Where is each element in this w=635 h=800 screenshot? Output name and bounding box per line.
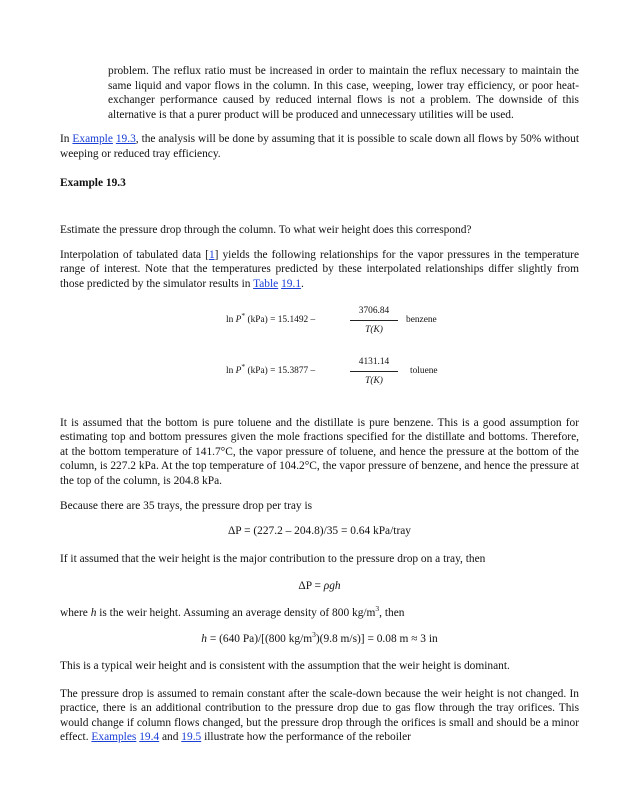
block-quote: problem. The reflux ratio must be increased in order to maintain the reflux necessary to maintain the same liquid and vapor flows in the column. In this case, weeping, lower tray efficiency, or poor heat-exchanger performance caused by reduced internal flows is not a problem. The downside of this alternative is that a purer product will be produced and unnecessary utilities will be used.	[108, 65, 579, 121]
question-paragraph: Estimate the pressure drop through the column. To what weir height does this correspond?	[60, 224, 472, 237]
superscript: *	[241, 361, 246, 371]
text-run: In	[60, 133, 73, 146]
text-run: ln	[226, 365, 236, 376]
benzene-fraction	[350, 304, 398, 338]
where-paragraph	[60, 606, 579, 621]
citation-link[interactable]: 1	[208, 248, 215, 261]
example-19-4-link[interactable]: 19.4	[139, 731, 160, 744]
example-number-link[interactable]: 19.3	[115, 133, 136, 146]
text-run: (kPa) = 15.1492 –	[245, 314, 316, 325]
example-heading: Example 19.3	[60, 176, 126, 189]
text-run: .	[301, 277, 304, 290]
text-run: , the analysis will be done by assuming that it is possible to scale down all flows by 50% without weeping or reduced tray efficiency.	[60, 133, 579, 160]
typical-paragraph: This is a typical weir height and is consistent with the assumption that the weir height is dominant.	[60, 660, 510, 673]
examples-link[interactable]: Examples	[91, 731, 137, 744]
pressure-variable: P	[235, 365, 242, 376]
example-ref-paragraph	[60, 132, 579, 161]
superscript: 3	[312, 630, 316, 640]
trays-paragraph: Because there are 35 trays, the pressure drop per tray is	[60, 499, 313, 512]
pressure-variable: P	[235, 314, 242, 325]
text-run: The pressure drop is assumed to remain constant after the scale-down because the weir height is not changed. In practice, there is an additional contribution to the pressure drop due to gas flow through the tray orifices. This would change if column flows changed, but the pressure drop through the orifices is small and should be a minor effect.	[60, 687, 579, 744]
text-run: )(9.8 m/s)] = 0.08 m ≈ 3 in	[315, 633, 438, 646]
table-number-link[interactable]: 19.1	[281, 277, 302, 290]
numerator: 4131.14	[350, 355, 398, 373]
text-run: (kPa) = 15.3877 –	[245, 365, 316, 376]
text-run: and	[159, 731, 182, 744]
pressure-drop-equation: ΔP = (227.2 – 204.8)/35 = 0.64 kPa/tray	[227, 525, 411, 538]
weir-paragraph: If it assumed that the weir height is the major contribution to the pressure drop on a tray, then	[60, 552, 486, 565]
text-run: ΔP =	[298, 580, 324, 593]
rho-g-h: ρgh	[323, 580, 341, 593]
superscript: *	[241, 310, 246, 320]
document-page	[60, 64, 579, 745]
example-link[interactable]: Example	[72, 133, 113, 146]
height-variable: h	[90, 606, 97, 619]
toluene-equation-lhs	[226, 361, 316, 379]
benzene-label: benzene	[406, 314, 437, 325]
final-paragraph	[60, 687, 579, 745]
height-variable: h	[201, 633, 207, 646]
text-run: ] yields the following relationships for the vapor pressures in the temperature range of interest. Note that the temperatures predicted by these interpolated relationships differ slightly from those predicted by the simulator results in	[60, 248, 579, 290]
text-run: Interpolation of tabulated data [	[60, 248, 209, 261]
text-run: = (640 Pa)/[(800 kg/m	[206, 633, 313, 646]
superscript: 3	[375, 604, 380, 614]
weir-height-equation	[60, 632, 579, 647]
text-run: where	[60, 606, 91, 619]
example-19-5-link[interactable]: 19.5	[181, 731, 202, 744]
benzene-equation-lhs	[226, 310, 316, 328]
text-run: ln	[226, 314, 236, 325]
denominator: T(K)	[365, 325, 383, 336]
assumption-paragraph: It is assumed that the bottom is pure toluene and the distillate is pure benzene. This is a good assumption for estimating top and bottom pressures given the mole fractions specified for the distillate and bottoms. Therefore, at the bottom temperature of 141.7°C, the vapor pressure of toluene, and hence the pressure at the bottom of the column, is 227.2 kPa. At the top temperature of 104.2°C, the vapor pressure of benzene, and hence the pressure at the top of the column, is 204.8 kPa.	[60, 416, 579, 487]
benzene-equation	[60, 304, 579, 344]
toluene-equation	[60, 355, 579, 395]
table-link[interactable]: Table	[253, 277, 279, 290]
toluene-label: toluene	[410, 365, 438, 376]
text-run: , then	[379, 606, 405, 619]
denominator: T(K)	[365, 376, 383, 387]
interpolation-paragraph	[60, 248, 579, 292]
text-run: illustrate how the performance of the reboiler	[201, 731, 411, 744]
numerator: 3706.84	[350, 304, 398, 322]
text-run: is the weir height. Assuming an average density of 800 kg/m	[96, 606, 376, 619]
toluene-fraction	[350, 355, 398, 389]
rho-g-h-equation	[60, 579, 579, 594]
